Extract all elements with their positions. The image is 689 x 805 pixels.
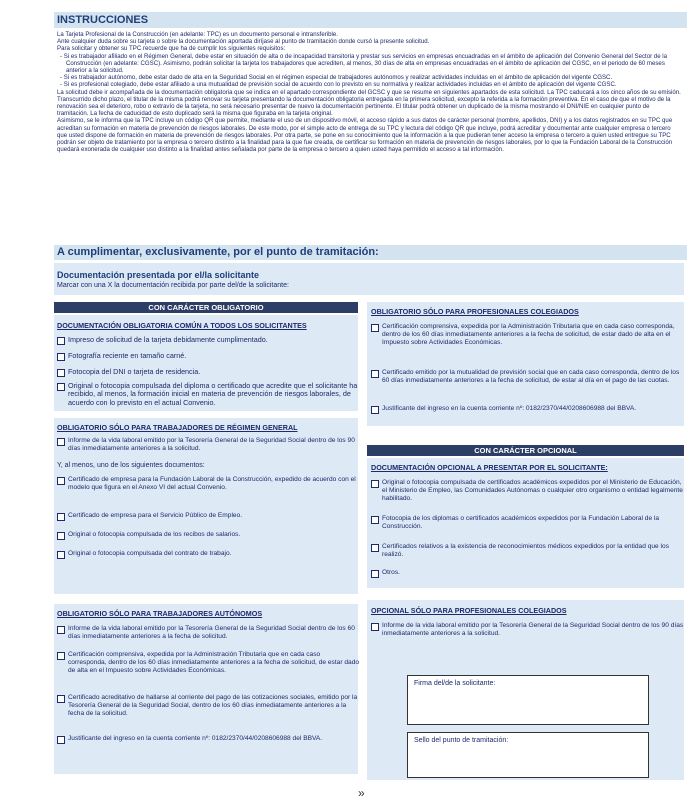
- checkbox-item[interactable]: Informe de la vida laboral emitido por la Tesorería General de la Seguridad Social dentro de los 60 días inmediatamente anteriores a la fecha de solicitud.: [57, 625, 360, 641]
- checkbox[interactable]: [57, 438, 65, 446]
- instruction-paragraph: - Si es profesional colegiado, debe estar afiliado a una mutualidad de previsión social de acuerdo con lo previsto en su normativa y realizar actividades incluidas en el ámbito de aplicación del vigente CGSC.: [60, 81, 617, 89]
- checkbox-item[interactable]: Certificado de empresa para el Servicio Público de Empleo.: [57, 512, 360, 520]
- stamp-box[interactable]: Sello del punto de tramitación:: [407, 732, 649, 778]
- checkbox[interactable]: [371, 570, 379, 578]
- checkbox[interactable]: [57, 353, 65, 361]
- section-title: A cumplimentar, exclusivamente, por el punto de tramitación:: [54, 245, 687, 260]
- instruction-paragraph: La solicitud debe ir acompañada de la documentación obligatoria que se indica en el apartado correspondiente del GCSC y que se resume en siguientes apartados de esta solicitud. La TPC caducará a los cinco años de su emisión. Transcurrido dicho plazo, el titular de la misma podrá renovar su tarjeta presentando la documentación obligatoria entregada en la primera solicitud, excepto la referida a la formación preventiva. En el caso de que el motivo de la renovación sea el deterioro, robo o extravío de la tarjeta, no será necesario presentar de nuevo la documentación pertinente. El titular podrá obtener un duplicado de la misma mostrando el DNI/NIE en cualquier punto de tramitación. La fecha de caducidad de esto duplicado será la misma que figuraba en la tarjeta original.: [57, 88, 681, 118]
- checkbox-item[interactable]: Fotocopia del DNI o tarjeta de residencia.: [57, 368, 360, 376]
- checkbox[interactable]: [57, 626, 65, 634]
- checkbox[interactable]: [371, 516, 379, 524]
- checkbox-item[interactable]: Fotografía reciente en tamaño carné.: [57, 352, 360, 360]
- checkbox[interactable]: [57, 736, 65, 744]
- checkbox-item[interactable]: Certificado de empresa para la Fundación Laboral de la Construcción, expedido de acuerdo con el modelo que figura en el Anexo VI del actual Convenio.: [57, 476, 360, 492]
- doc-subtitle: Marcar con una X la documentación recibida por parte del/de la solicitante:: [57, 282, 289, 289]
- checkbox[interactable]: [57, 383, 65, 391]
- checkbox[interactable]: [57, 513, 65, 521]
- checkbox[interactable]: [57, 477, 65, 485]
- general-docs-title: OBLIGATORIO SÓLO PARA TRABAJADORES DE RÉGIMEN GENERAL: [57, 423, 298, 432]
- checkbox[interactable]: [57, 695, 65, 703]
- instructions-title: INSTRUCCIONES: [54, 12, 687, 28]
- mandatory-bar: CON CARÁCTER OBLIGATORIO: [54, 302, 358, 313]
- checkbox[interactable]: [371, 406, 379, 414]
- checkbox-item[interactable]: Fotocopia de los diplomas o certificados académicos expedidos por la Fundación Laboral de la Construcción.: [371, 515, 685, 531]
- instruction-paragraph: - Si es trabajador afiliado en el Régimen General, debe estar en situación de alta o de incapacidad transitoria y prestar sus servicios en empresas encuadradas en el ámbito de aplicación del Convenio General del Sector de la Construcción (en adelante: CGSC). Asimismo, podrán solicitar la tarjeta los trabajadores que acrediten, al menos, 30 días de alta en empresas encuadradas en el ámbito de aplicación del CGSC, en el periodo de 60 meses anterior a la solicitud.: [60, 52, 668, 75]
- signature-box[interactable]: Firma del/de la solicitante:: [407, 675, 649, 725]
- checkbox-item[interactable]: Informe de la vida laboral emitido por la Tesorería General de la Seguridad Social dentro de los 90 días inmediatamente anteriores a la solicitud.: [57, 437, 360, 453]
- checkbox[interactable]: [371, 480, 379, 488]
- checkbox-item[interactable]: Justificante del ingreso en la cuenta corriente nº: 0182/2370/44/0208606988 del BBVA.: [57, 735, 360, 743]
- checkbox[interactable]: [57, 337, 65, 345]
- checkbox[interactable]: [57, 369, 65, 377]
- checkbox-item[interactable]: Certificación comprensiva, expedida por la Administración Tributaria que en cada caso corresponda, dentro de los 60 días inmediatamente anteriores a la fecha de solicitud, de estar dado de alta en el Impuesto sobre Actividades Económicas.: [57, 651, 360, 674]
- checkbox-item[interactable]: Original o fotocopia compulsada del diploma o certificado que acredite que el solicitante ha recibido, al menos, la formación inicial en materia de prevención de riesgos laborales, de acuerdo con lo previsto en el actual Convenio.: [57, 382, 360, 407]
- checkbox-item[interactable]: Certificación comprensiva, expedida por la Administración Tributaria que en cada caso corresponda, dentro de los 60 días inmediatamente anteriores a la fecha de solicitud, de estar dado de alta en el Impuesto sobre Actividades Económicas.: [371, 323, 685, 346]
- checkbox[interactable]: [371, 623, 379, 631]
- checkbox-item[interactable]: Informe de la vida laboral emitido por la Tesorería General de la Seguridad Social dentro de los 90 días inmediatamente anteriores a la solicitud.: [371, 622, 685, 638]
- colegiados-title: OBLIGATORIO SÓLO PARA PROFESIONALES COLEGIADOS: [371, 307, 579, 316]
- instruction-paragraph: Asimismo, se le informa que la TPC incluye un código QR que permite, mediante el uso de un dispositivo móvil, el acceso rápido a sus datos de carácter personal (nombre, apellidos, DNI) y a los datos registrados en su TPC que acreditan su formación en materia de prevención de riesgos laborales. De este modo, por el simple acto de entrega de su TPC y lectura del código QR que incluye, podrá acreditar y documentar ante cualquier empresa o tercero que usted dispone de formación en materia de prevención de riesgos laborales. Por otra parte, se pone en su conocimiento que la información a la que pudieran tener acceso la empresa o tercero a quien usted entregue su TPC podrán ser objeto de tratamiento por la empresa o tercero distinto a la finalidad para la que fue creada, de certificar su formación en materia de prevención de riesgos laborales, por lo que la Fundación Laboral de la Construcción quedará exonerada de cualquier uso distinto a la finalidad antes señalada por parte de la empresa o tercero a quien usted haya permitido el acceso a tal información.: [57, 117, 673, 154]
- checkbox-item[interactable]: Certificados relativos a la existencia de reconocimientos médicos expedidos por la entidad que los realizó.: [371, 543, 685, 559]
- checkbox[interactable]: [371, 324, 379, 332]
- instruction-paragraph: Para solicitar y obtener su TPC recuerde que ha de cumplir los siguientes requisitos:: [57, 45, 286, 53]
- auto-docs-title: OBLIGATORIO SÓLO PARA TRABAJADORES AUTÓNOMOS: [57, 609, 263, 618]
- instruction-paragraph: - Si es trabajador autónomo, debe estar dado de alta en la Seguridad Social en el régimen especial de trabajadores autónomos y realizar actividades incluidas en el ámbito de aplicación del vigente CGSC.: [60, 74, 613, 82]
- checkbox-item[interactable]: Certificado emitido por la mutualidad de previsión social que en cada caso corresponda, dentro de los 60 días inmediatamente anteriores a la fecha de solicitud, de estar al día en el pago de las cuotas.: [371, 369, 685, 385]
- checkbox-item[interactable]: Impreso de solicitud de la tarjeta debidamente cumplimentado.: [57, 336, 360, 344]
- optional-docs-title: DOCUMENTACIÓN OPCIONAL A PRESENTAR POR EL SOLICITANTE:: [371, 463, 608, 472]
- checkbox[interactable]: [57, 652, 65, 660]
- optcol-title: OPCIONAL SÓLO PARA PROFESIONALES COLEGIADOS: [371, 606, 567, 615]
- checkbox-item[interactable]: Justificante del ingreso en la cuenta corriente nº: 0182/2370/44/0208606988 del BBVA.: [371, 405, 685, 413]
- checkbox-item[interactable]: Original o fotocopia compulsada de los recibos de salarios.: [57, 531, 360, 539]
- instruction-paragraph: La Tarjeta Profesional de la Construcción (en adelante: TPC) es un documento personal e intransferible.: [57, 31, 338, 38]
- next-page-mark: »: [358, 786, 365, 800]
- checkbox-item[interactable]: Original o fotocopia compulsada de certificados académicos expedidos por el Ministerio de Educación, el Ministerio de Empleo, las Comunidades Autónomas o cualquier otro organismo o entidad legalmente habilitado.: [371, 479, 685, 502]
- instruction-paragraph: Ante cualquier duda sobre su tarjeta o sobre la documentación aportada diríjase al punto de tramitación donde cursó la presente solicitud.: [57, 38, 430, 46]
- doc-title: Documentación presentada por el/la solicitante: [57, 270, 260, 280]
- checkbox-item[interactable]: Original o fotocopia compulsada del contrato de trabajo.: [57, 550, 360, 558]
- checkbox[interactable]: [57, 551, 65, 559]
- checkbox-item[interactable]: Certificado acreditativo de hallarse al corriente del pago de las cotizaciones sociales, emitido por la Tesorería General de la Seguridad Social, dentro de los 60 días inmediatamente anteriores a la fecha de la solicitud.: [57, 694, 360, 717]
- general-note: Y, al menos, uno de los siguientes documentos:: [57, 462, 205, 469]
- instructions-body: [57, 31, 681, 153]
- checkbox[interactable]: [57, 532, 65, 540]
- checkbox[interactable]: [371, 544, 379, 552]
- checkbox-item[interactable]: Otros.: [371, 569, 685, 577]
- optional-bar: CON CARÁCTER OPCIONAL: [367, 445, 684, 456]
- checkbox[interactable]: [371, 370, 379, 378]
- common-docs-title: DOCUMENTACIÓN OBLIGATORIA COMÚN A TODOS LOS SOLICITANTES: [57, 321, 307, 330]
